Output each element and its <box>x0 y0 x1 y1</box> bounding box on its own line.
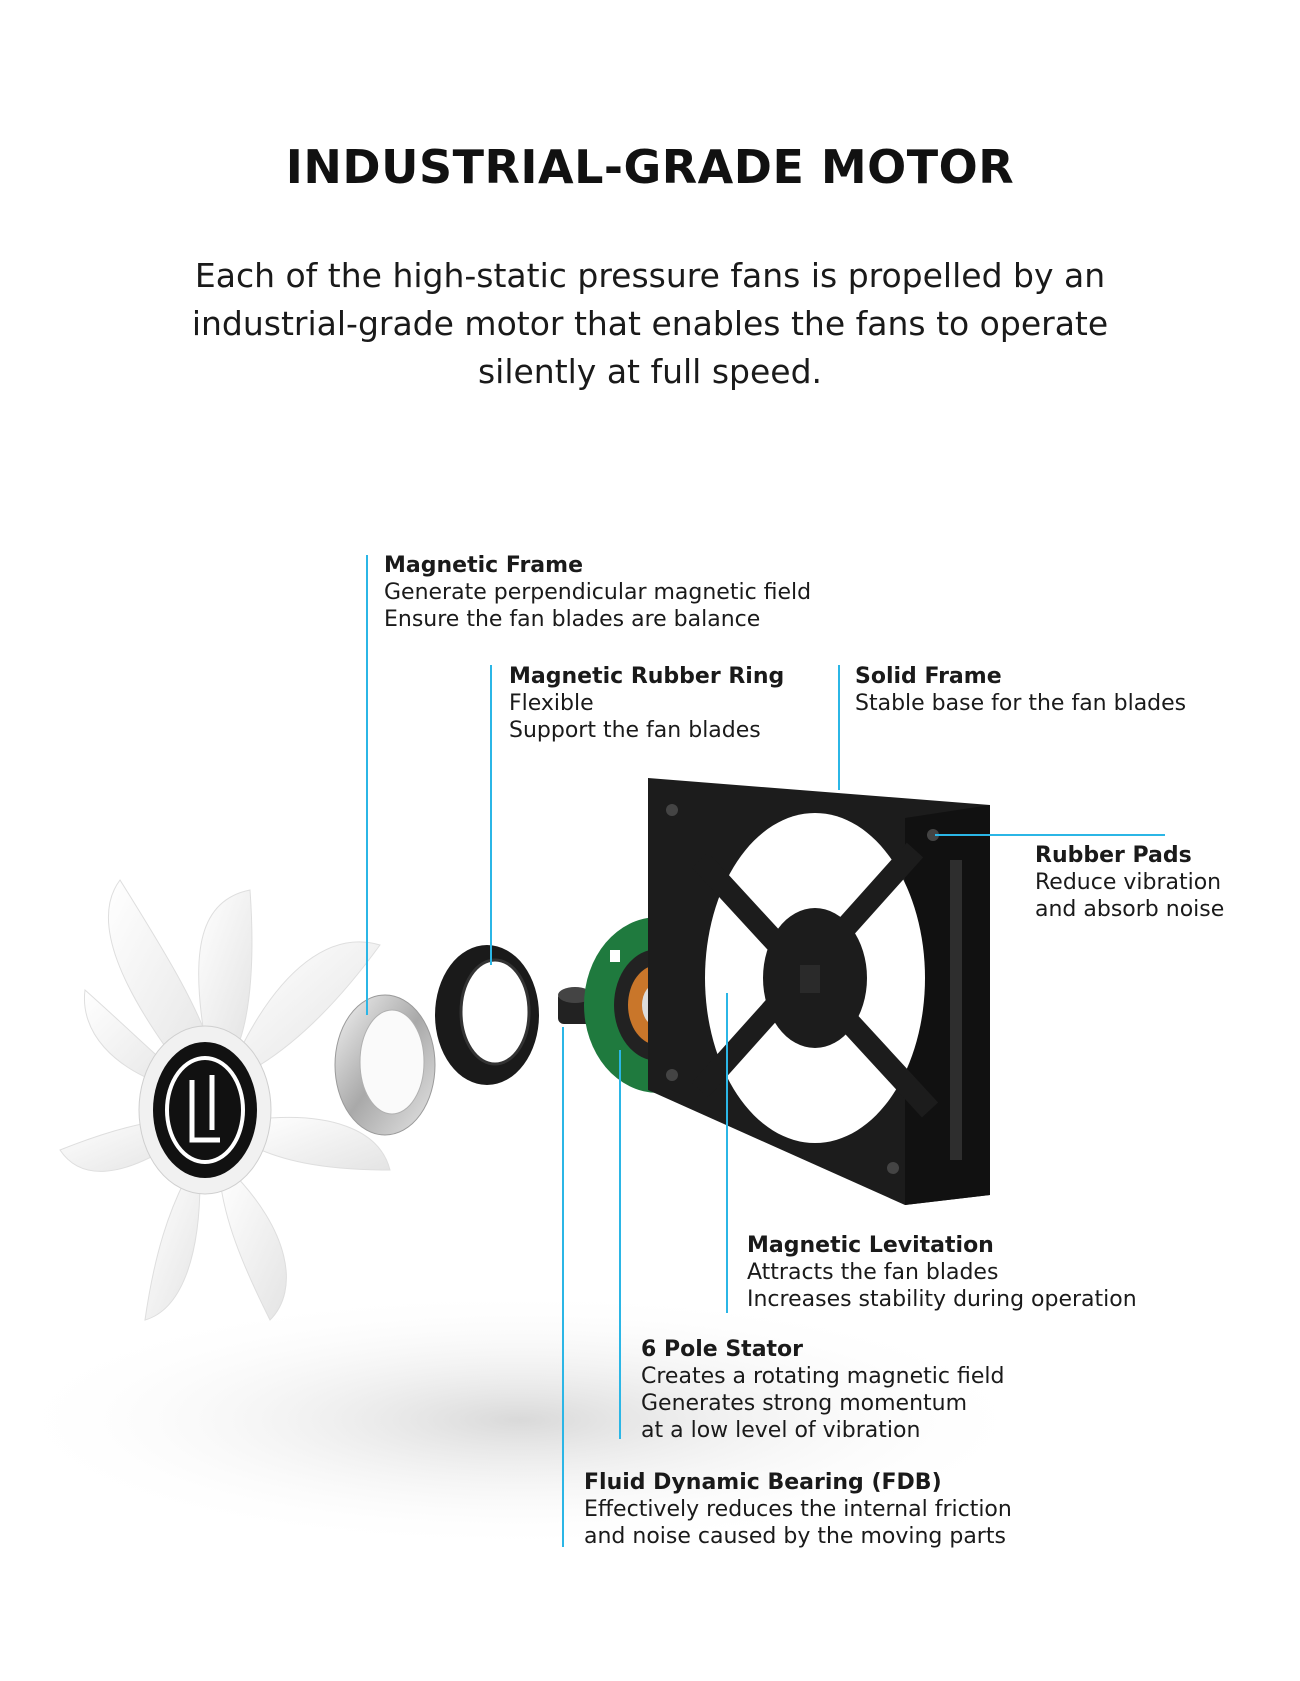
callout-text: Increases stability during operation <box>747 1287 1137 1312</box>
magnetic-frame-ring <box>335 995 435 1135</box>
intro-line: Each of the high-static pressure fans is propelled by an <box>194 256 1106 295</box>
callout-fdb <box>584 1469 1012 1550</box>
callout-text: and absorb noise <box>1035 897 1225 922</box>
fan-frame <box>648 778 990 1205</box>
callout-text: Support the fan blades <box>509 718 761 743</box>
leader-line-rubber-ring <box>490 665 492 965</box>
callout-text: at a low level of vibration <box>641 1418 921 1443</box>
page-title: INDUSTRIAL-GRADE MOTOR <box>285 140 1015 194</box>
leader-line-magnetic-frame <box>366 555 368 1015</box>
callout-solid-frame <box>855 663 1186 717</box>
callout-text: Flexible <box>509 691 594 716</box>
leader-line-fdb <box>562 1027 564 1547</box>
callout-title: Rubber Pads <box>1035 843 1192 868</box>
callout-text: Stable base for the fan blades <box>855 691 1187 716</box>
callout-title: 6 Pole Stator <box>641 1337 804 1362</box>
callout-stator <box>641 1336 1004 1444</box>
intro-paragraph <box>100 252 1200 396</box>
callout-rubber-ring <box>509 663 784 744</box>
callout-text: Effectively reduces the internal friction <box>584 1497 1012 1522</box>
callout-text: Generates strong momentum <box>641 1391 968 1416</box>
callout-title: Fluid Dynamic Bearing (FDB) <box>584 1470 942 1495</box>
callout-title: Magnetic Levitation <box>747 1233 994 1258</box>
callout-rubber-pads <box>1035 842 1224 923</box>
leader-line-stator <box>619 1050 621 1439</box>
callout-magnetic-levitation <box>747 1232 1137 1313</box>
callout-text: Generate perpendicular magnetic field <box>384 580 812 605</box>
fan-impeller <box>60 880 390 1320</box>
leader-line-levitation <box>726 993 728 1313</box>
callout-text: Ensure the fan blades are balance <box>384 607 761 632</box>
leader-line-solid-frame <box>838 665 840 790</box>
callout-text: and noise caused by the moving parts <box>584 1524 1006 1549</box>
callout-title: Magnetic Rubber Ring <box>509 664 785 689</box>
callout-text: Attracts the fan blades <box>747 1260 999 1285</box>
leader-line-rubber-pads <box>935 834 1165 836</box>
callout-text: Reduce vibration <box>1035 870 1222 895</box>
intro-line: industrial-grade motor that enables the fans to operate <box>191 304 1109 343</box>
callout-text: Creates a rotating magnetic field <box>641 1364 1005 1389</box>
rubber-ring <box>435 945 539 1085</box>
intro-line: silently at full speed. <box>477 352 823 391</box>
callout-title: Solid Frame <box>855 664 1002 689</box>
callout-magnetic-frame <box>384 552 811 633</box>
callout-title: Magnetic Frame <box>384 553 583 578</box>
